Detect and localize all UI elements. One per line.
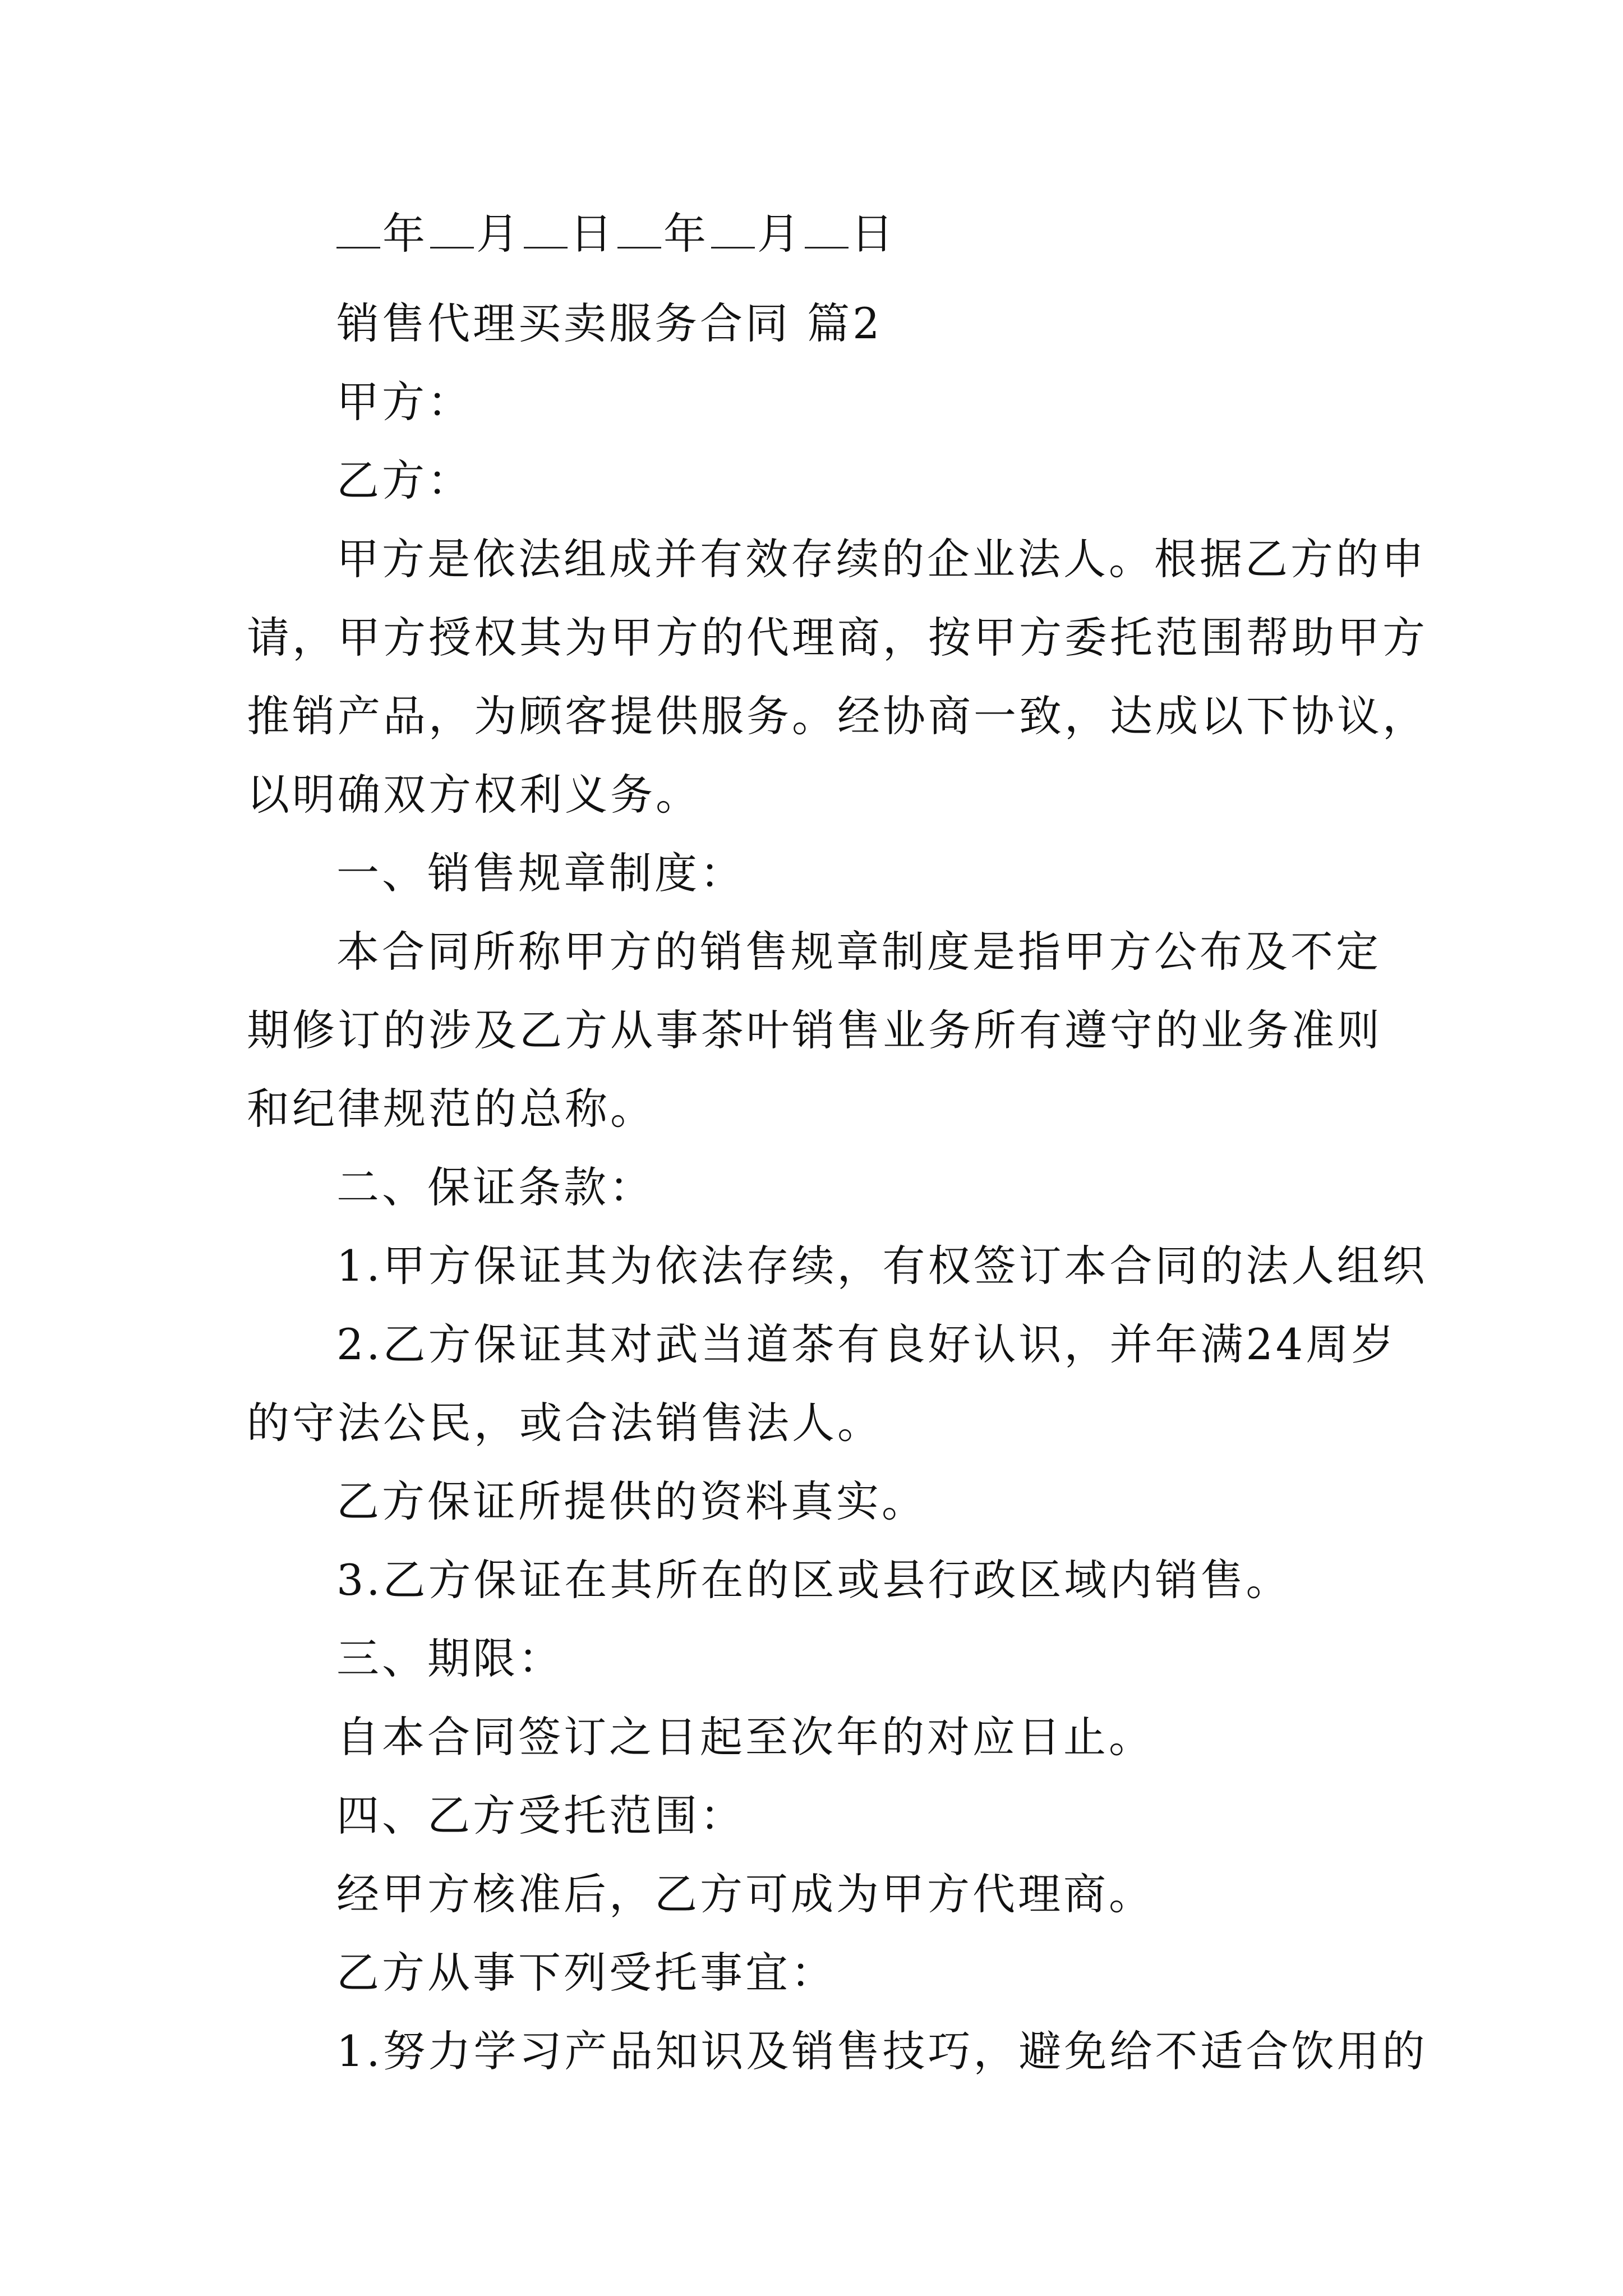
year-label-1: 年 xyxy=(382,209,428,259)
blank-month-2 xyxy=(711,210,755,249)
section2-item3: 3.乙方保证在其所在的区或县行政区域内销售。 xyxy=(336,1555,1292,1605)
section4-body: 经甲方核准后，乙方可成为甲方代理商。 xyxy=(336,1869,1154,1919)
section1-body-line-3: 和纪律规范的总称。 xyxy=(247,1084,656,1134)
party-a-label: 甲方： xyxy=(336,377,473,427)
section2-heading: 二、保证条款： xyxy=(336,1162,654,1212)
contract-title: 销售代理买卖服务合同 篇2 xyxy=(336,298,883,348)
blank-year-2 xyxy=(617,210,661,249)
section2-note: 乙方保证所提供的资料真实。 xyxy=(336,1476,927,1526)
section2-item2-line-1: 2.乙方保证其对武当道茶有良好认识，并年满24周岁 xyxy=(336,1319,1397,1369)
section1-heading: 一、销售规章制度： xyxy=(336,848,745,898)
section4-heading: 四、乙方受托范围： xyxy=(336,1791,745,1841)
intro-line-4: 以明确双方权利义务。 xyxy=(247,770,701,820)
year-label-2: 年 xyxy=(663,209,709,259)
intro-line-3: 推销产品，为顾客提供服务。经协商一致，达成以下协议， xyxy=(247,691,1428,741)
section2-item2-line-2: 的守法公民，或合法销售法人。 xyxy=(247,1398,883,1448)
section3-body: 自本合同签订之日起至次年的对应日止。 xyxy=(336,1712,1154,1762)
section1-body-line-1: 本合同所称甲方的销售规章制度是指甲方公布及不定 xyxy=(336,927,1381,977)
day-label-1: 日 xyxy=(570,209,615,259)
blank-day-2 xyxy=(805,210,849,249)
section3-heading: 三、期限： xyxy=(336,1634,564,1683)
day-label-2: 日 xyxy=(851,209,896,259)
section2-item1: 1.甲方保证其为依法存续，有权签订本合同的法人组织 xyxy=(336,1241,1428,1291)
section4-subheading: 乙方从事下列受托事宜： xyxy=(336,1948,836,1998)
party-b-label: 乙方： xyxy=(336,455,473,505)
intro-line-1: 甲方是依法组成并有效存续的企业法人。根据乙方的申 xyxy=(336,534,1427,584)
section4-item1: 1.努力学习产品知识及销售技巧，避免给不适合饮用的 xyxy=(336,2026,1428,2076)
signature-date-line xyxy=(336,209,1391,259)
blank-day-1 xyxy=(524,210,568,249)
intro-line-2: 请，甲方授权其为甲方的代理商，按甲方委托范围帮助甲方 xyxy=(247,613,1428,662)
month-label-1: 月 xyxy=(476,209,522,259)
section1-body-line-2: 期修订的涉及乙方从事茶叶销售业务所有遵守的业务准则 xyxy=(247,1005,1382,1055)
blank-month-1 xyxy=(430,210,474,249)
blank-year-1 xyxy=(336,210,380,249)
month-label-2: 月 xyxy=(757,209,803,259)
